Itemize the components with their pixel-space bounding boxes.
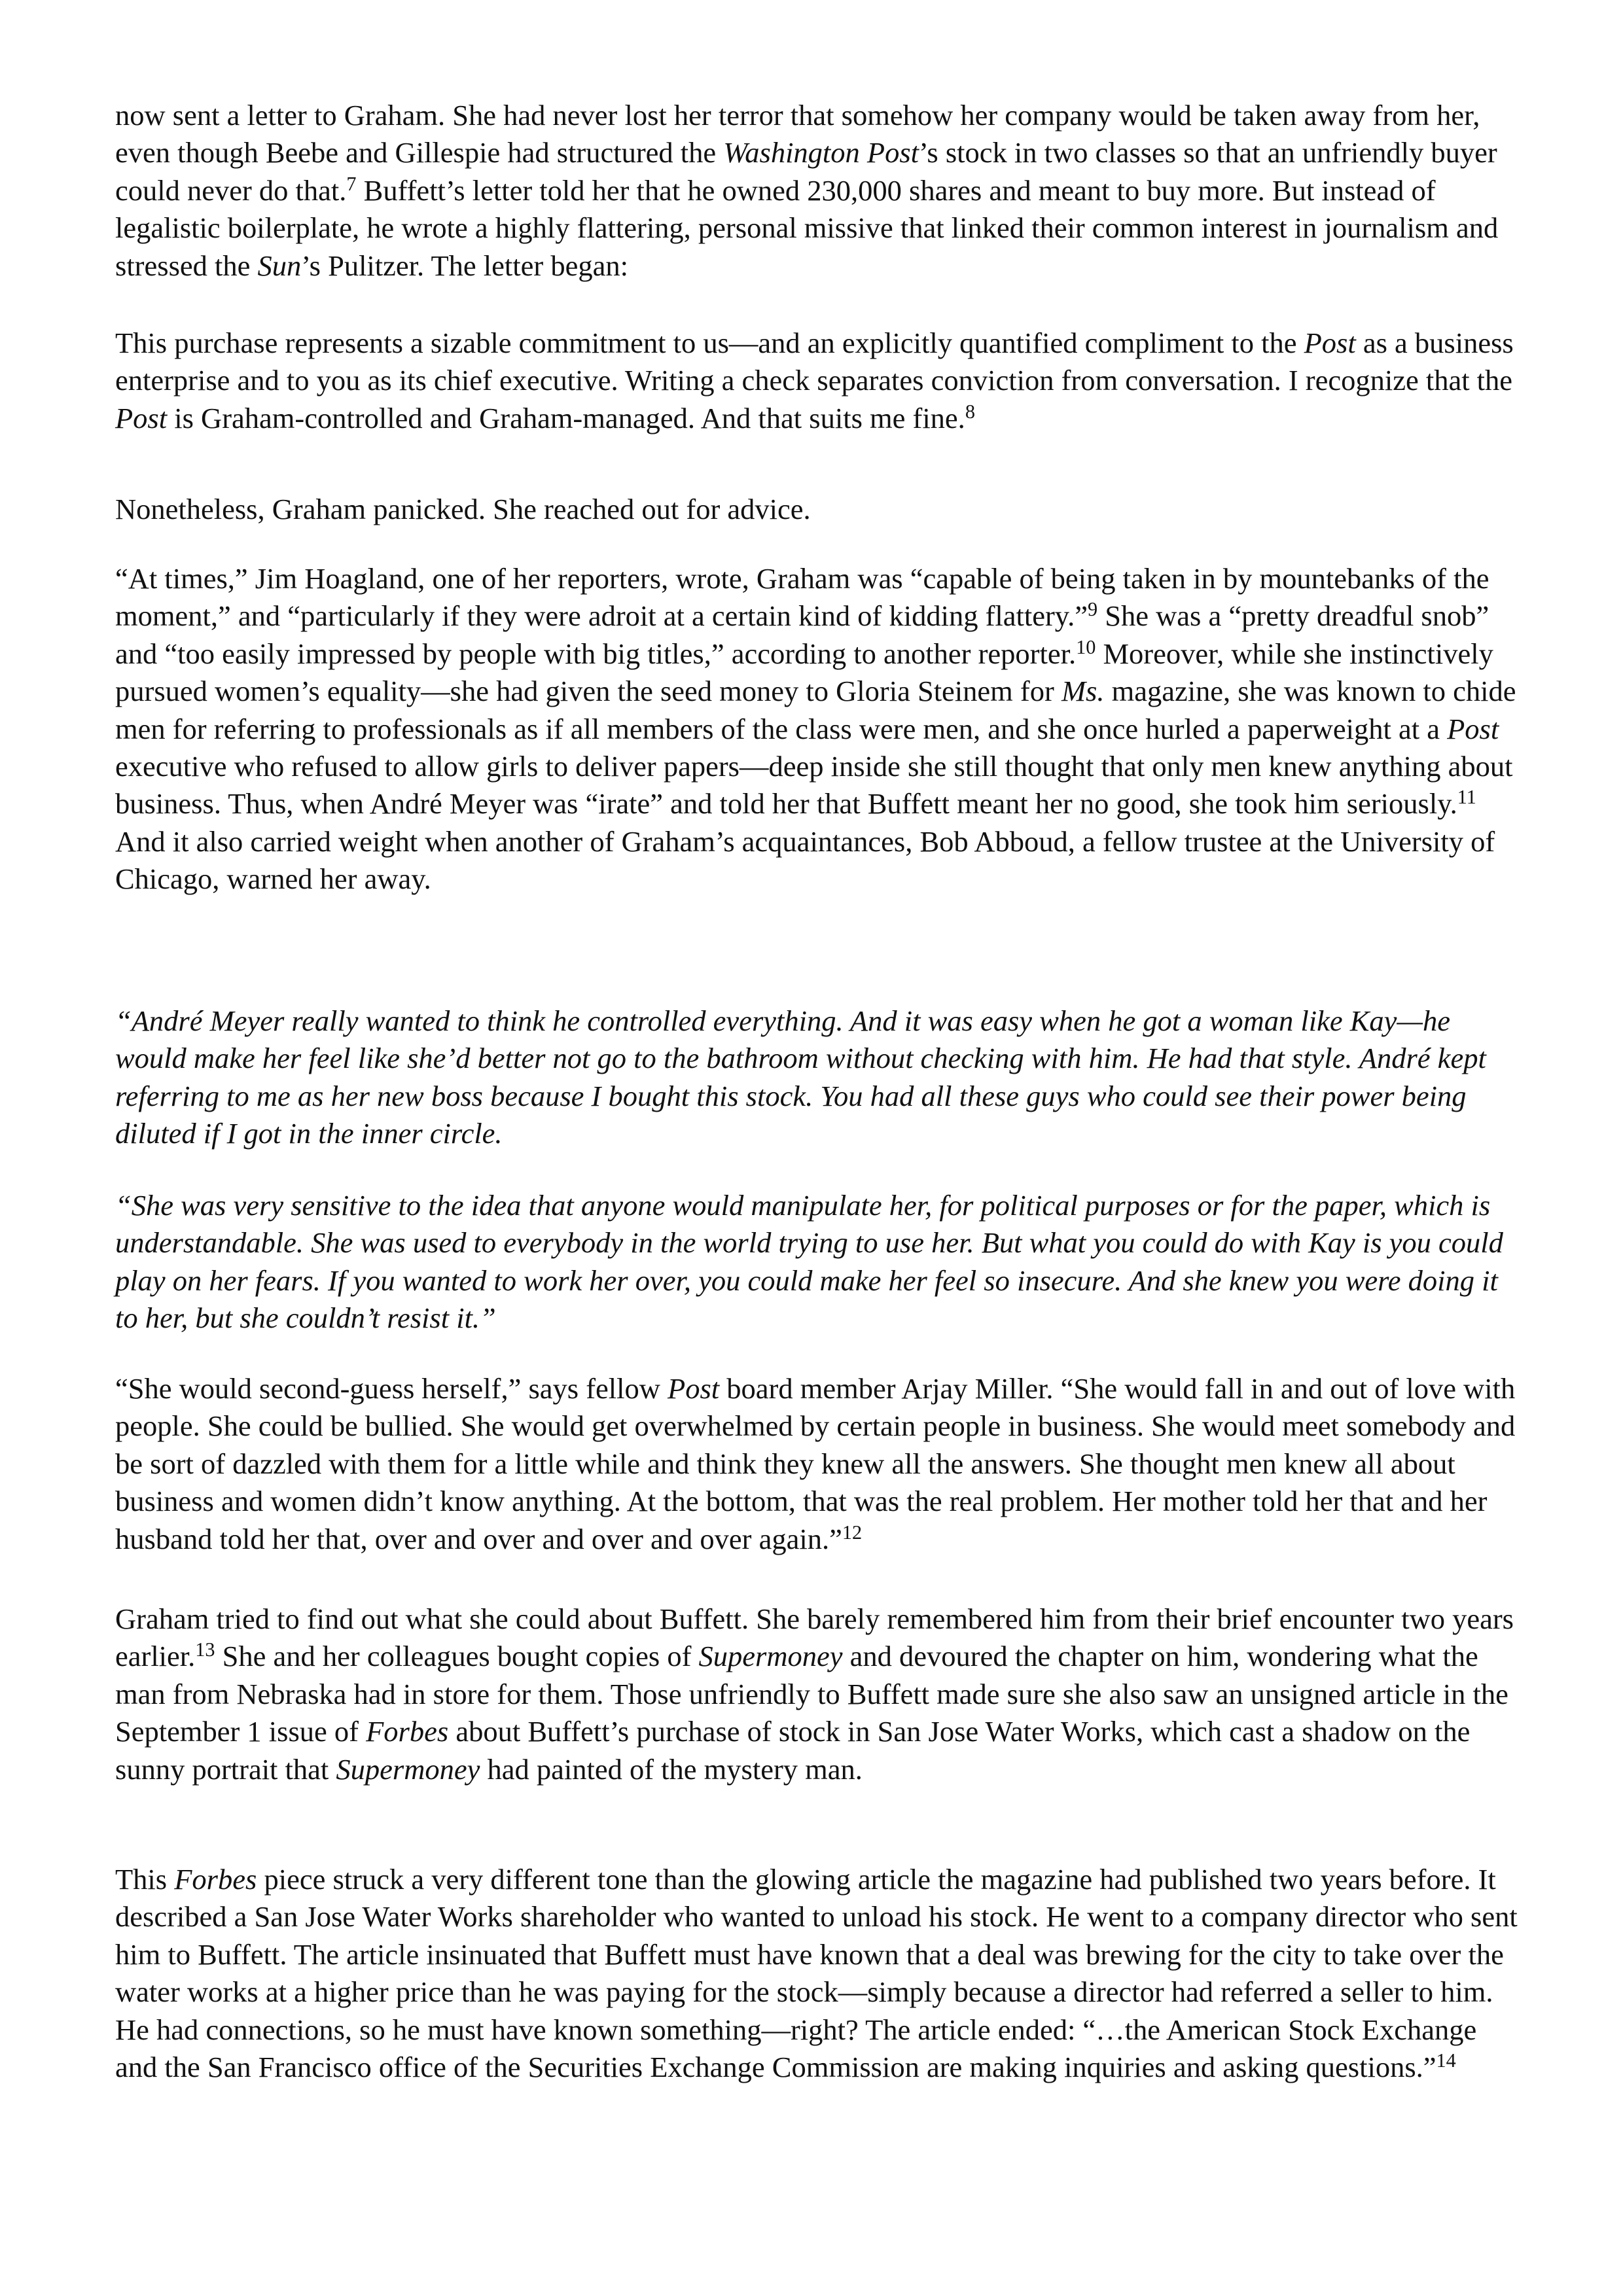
text-run: piece struck a very different tone than the glowing article the magazine had published two years before. It described a San Jose Water Works shareholder who wanted to unload his stock. He went to a company director who sent him to Buffett. The article insinuated that Buffett must have known that a deal was brewing for the city to take over the water works at a higher price than he was paying for the stock—simply because a director had referred a seller to him. He had connections, so he must have known something—right? The article ended: “…the American Stock Exchange and the San Francisco office of the Securities Exchange Commission are making inquiries and asking questions.” xyxy=(115,1863,1518,2084)
footnote-marker: 14 xyxy=(1436,2049,1456,2072)
italic-title: Post xyxy=(668,1372,720,1405)
italic-quote xyxy=(115,1187,1522,1337)
italic-title: Post xyxy=(115,401,168,434)
text-run: is Graham-controlled and Graham-managed. And that suits me fine. xyxy=(167,401,965,434)
text-run: now sent a letter to Graham. She had never lost her terror that somehow her company would be taken away from her, even though Beebe and Gillespie had structured the xyxy=(115,99,1480,169)
text-run: board member Arjay Miller. “She would fall in and out of love with people. She could be bullied. She would get overwhelmed by certain people in business. She would meet somebody and be sort of dazzled with them for a little while and think they knew all the answers. She thought men knew all about business and women didn’t know anything. At the bottom, that was the real problem. Her mother told her that and her husband told her that, over and over and over and over again.” xyxy=(115,1372,1516,1555)
footnote-marker: 12 xyxy=(842,1521,863,1544)
letter-quote xyxy=(115,325,1522,437)
text-run: and devoured the chapter on him, wondering what the man from Nebraska had in store for them. Those unfriendly to Buffett made sure she also saw an unsigned article in the September 1 issue of xyxy=(115,1640,1508,1748)
paragraph xyxy=(115,1600,1522,1788)
text-run: “At times,” Jim Hoagland, one of her reporters, wrote, Graham was “capable of being taken in by mountebanks of the moment,” and “particularly if they were adroit at a certain kind of kidding flattery.” xyxy=(115,562,1489,633)
text-run: magazine, she was known to chide men for referring to professionals as if all members of the class were men, and she once hurled a paperweight at a xyxy=(115,675,1516,745)
footnote-marker: 8 xyxy=(965,400,975,423)
text-run: executive who refused to allow girls to deliver papers—deep inside she still thought that only men knew anything about business. Thus, when André Meyer was “irate” and told her that Buffett meant her no good, she took him seriously. xyxy=(115,750,1513,821)
text-run: Nonetheless, Graham panicked. She reached out for advice. xyxy=(115,493,811,525)
footnote-marker: 13 xyxy=(195,1638,215,1661)
paragraph xyxy=(115,97,1522,285)
italic-title: Forbes xyxy=(366,1715,449,1748)
text-run: Graham tried to find out what she could about Buffett. She barely remembered him from their brief encounter two years earlier. xyxy=(115,1602,1514,1673)
italic-title: Forbes xyxy=(174,1863,257,1896)
paragraph xyxy=(115,560,1522,898)
footnote-marker: 9 xyxy=(1088,598,1098,621)
text-run: “She would second-guess herself,” says fellow xyxy=(115,1372,668,1405)
text-run: ’s stock in two classes so that an unfriendly buyer could never do that. xyxy=(115,136,1497,207)
italic-title: Sun xyxy=(257,249,302,282)
text-run: as a business enterprise and to you as its chief executive. Writing a check separates conviction from conversation. I recognize that the xyxy=(115,327,1514,397)
italic-title: Post xyxy=(1447,712,1499,745)
italic-title: Ms. xyxy=(1061,675,1105,708)
paragraph xyxy=(115,1370,1522,1558)
text-run: This xyxy=(115,1863,175,1896)
text-run: Buffett’s letter told her that he owned 230,000 shares and meant to buy more. But instead of legalistic boilerplate, he wrote a highly flattering, personal missive that linked their common interest in journalism and stressed the xyxy=(115,173,1499,282)
text-run: about Buffett’s purchase of stock in San Jose Water Works, which cast a shadow on the sunny portrait that xyxy=(115,1715,1471,1786)
italic-title: Supermoney xyxy=(698,1640,843,1673)
paragraph xyxy=(115,1861,1522,2086)
italic-title: Washington Post xyxy=(723,136,919,169)
italic-quote xyxy=(115,1002,1522,1153)
footnote-marker: 7 xyxy=(346,172,357,195)
text-run: “She was very sensitive to the idea that anyone would manipulate her, for political purposes or for the paper, which is understandable. She was used to everybody in the world trying to use her. But what you could do with Kay is you could play on her fears. If you wanted to work her over, you could make her feel so insecure. And she knew you were doing it to her, but she couldn’t resist it.” xyxy=(115,1189,1503,1335)
text-run: This purchase represents a sizable commitment to us—and an explicitly quantified compliment to the xyxy=(115,327,1304,359)
text-run: ’s Pulitzer. The letter began: xyxy=(301,249,628,282)
footnote-marker: 10 xyxy=(1076,635,1096,658)
italic-title: Supermoney xyxy=(336,1752,480,1786)
text-run: And it also carried weight when another of Graham’s acquaintances, Bob Abboud, a fellow trustee at the University of Chicago, warned her away. xyxy=(115,824,1495,896)
text-run: had painted of the mystery man. xyxy=(480,1752,863,1786)
text-run: She was a “pretty dreadful snob” and “too easily impressed by people with big titles,” according to another reporter. xyxy=(115,599,1489,670)
footnote-marker: 11 xyxy=(1457,786,1476,809)
italic-title: Post xyxy=(1304,327,1356,359)
paragraph xyxy=(115,491,1522,528)
text-run: “André Meyer really wanted to think he controlled everything. And it was easy when he got a woman like Kay—he would make her feel like she’d better not go to the bathroom without checking with him. He had that style. André kept referring to me as her new boss because I bought this stock. You had all these guys who could see their power being diluted if I got in the inner circle. xyxy=(115,1004,1486,1150)
text-run: She and her colleagues bought copies of xyxy=(215,1640,699,1673)
text-run: Moreover, while she instinctively pursued women’s equality—she had given the seed money to Gloria Steinem for xyxy=(115,637,1493,708)
